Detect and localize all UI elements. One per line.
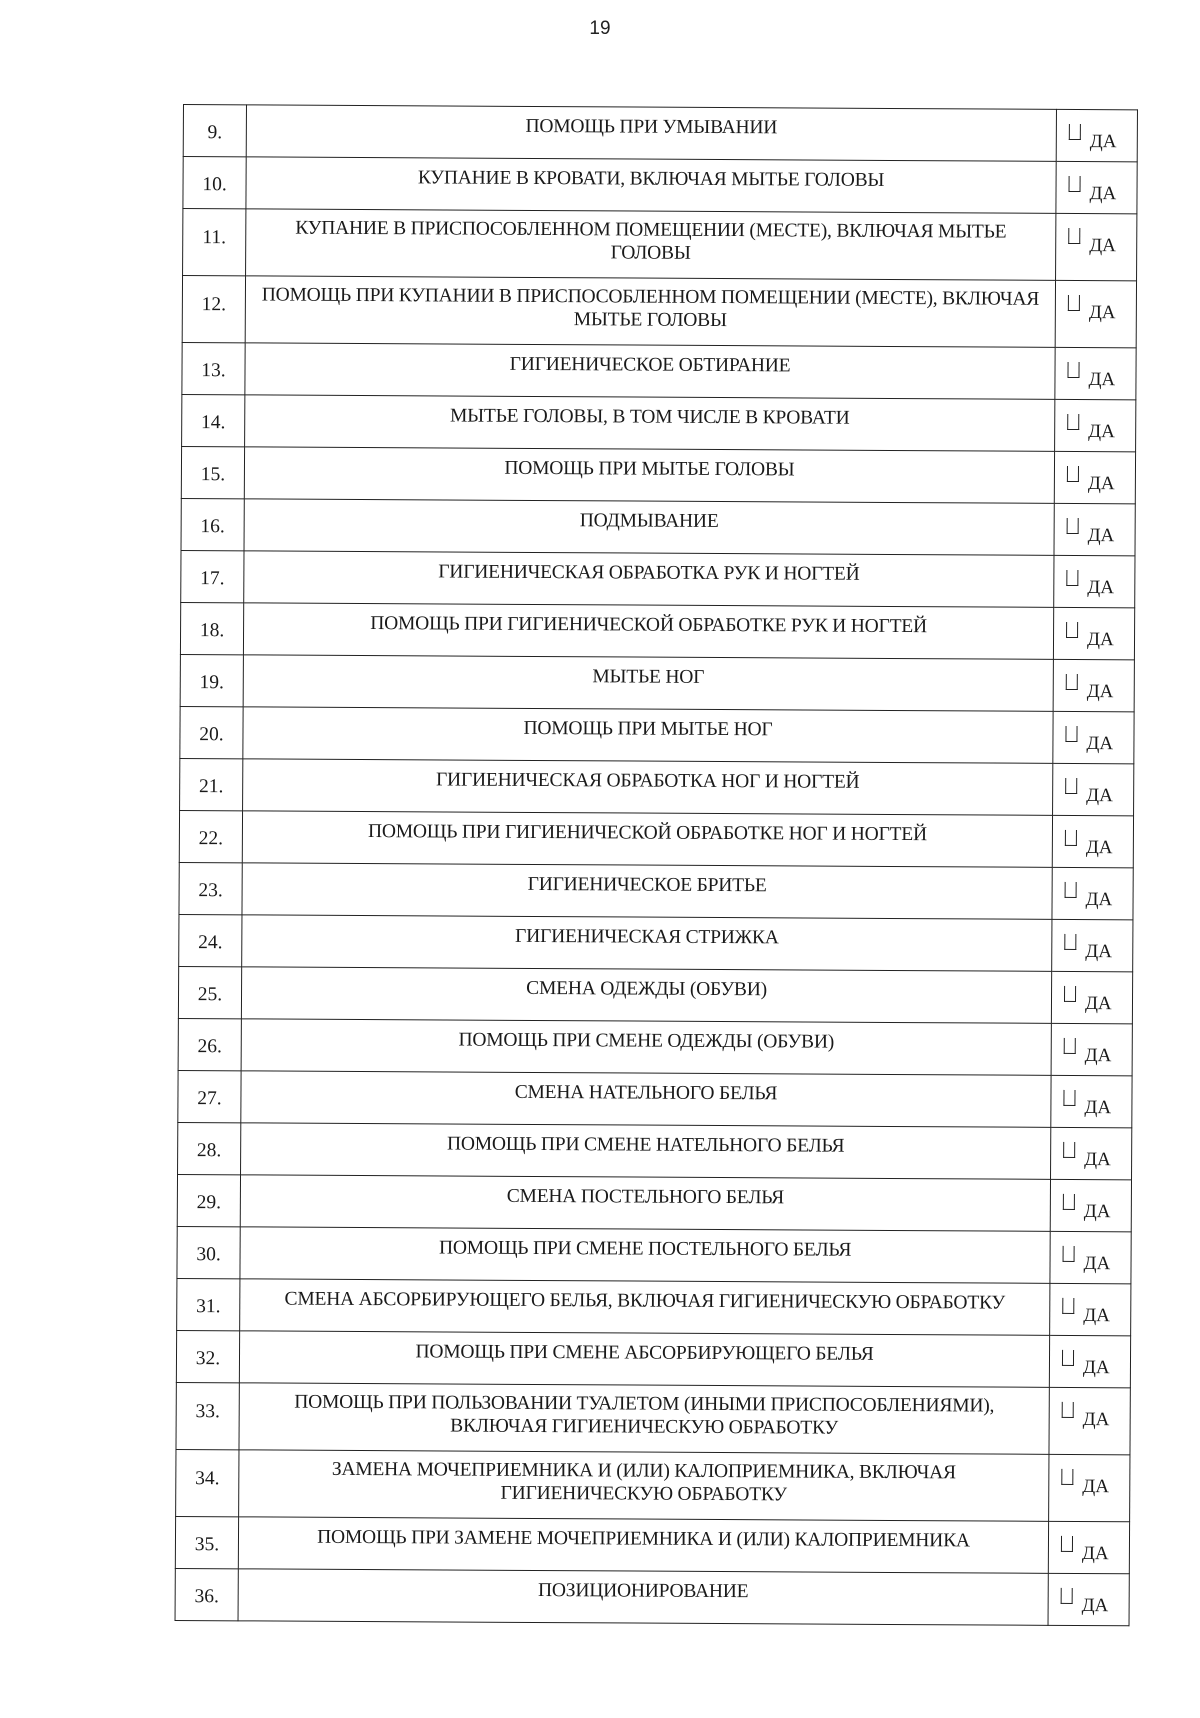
yes-checkbox-cell[interactable]: [1051, 1127, 1132, 1179]
service-name: ПОМОЩЬ ПРИ СМЕНЕ ПОСТЕЛЬНОГО БЕЛЬЯ: [240, 1227, 1050, 1284]
yes-label: ДА: [1088, 421, 1115, 443]
yes-checkbox-cell[interactable]: [1053, 607, 1134, 659]
row-number: 9.: [183, 105, 246, 157]
table-row: [183, 209, 1137, 281]
table-row: [180, 758, 1134, 815]
page-number: 19: [589, 18, 611, 39]
service-name: ПОМОЩЬ ПРИ УМЫВАНИИ: [246, 105, 1056, 162]
table-row: [177, 1174, 1131, 1231]
yes-label: ДА: [1087, 473, 1115, 495]
row-number: 12.: [182, 276, 245, 343]
yes-checkbox-cell[interactable]: [1056, 213, 1137, 280]
yes-label: ДА: [1085, 941, 1113, 963]
yes-checkbox-cell[interactable]: [1048, 1521, 1129, 1573]
row-number: 19.: [180, 654, 243, 706]
yes-checkbox-cell[interactable]: [1054, 555, 1135, 607]
checkbox-icon[interactable]: [1067, 466, 1079, 482]
table-row: [176, 1382, 1130, 1454]
row-number: 33.: [176, 1382, 239, 1449]
yes-checkbox-cell[interactable]: [1055, 347, 1136, 399]
yes-checkbox-cell[interactable]: [1050, 1283, 1131, 1335]
row-number: 34.: [176, 1449, 239, 1516]
row-number: 22.: [179, 810, 242, 862]
yes-checkbox-cell[interactable]: [1051, 971, 1132, 1023]
table-row: [176, 1449, 1130, 1521]
table-row: [181, 498, 1135, 555]
yes-label: ДА: [1082, 1476, 1110, 1498]
care-services-table: [175, 104, 1138, 1626]
table-row: [183, 105, 1137, 162]
service-name: ПОМОЩЬ ПРИ СМЕНЕ ОДЕЖДЫ (ОБУВИ): [241, 1019, 1051, 1076]
yes-checkbox-cell[interactable]: [1051, 1023, 1132, 1075]
row-number: 10.: [183, 157, 246, 209]
service-name: ПОМОЩЬ ПРИ СМЕНЕ АБСОРБИРУЮЩЕГО БЕЛЬЯ: [239, 1331, 1049, 1388]
yes-checkbox-cell[interactable]: [1050, 1231, 1131, 1283]
table-row: [180, 654, 1134, 711]
yes-label: ДА: [1084, 993, 1112, 1015]
checkbox-icon[interactable]: [1064, 934, 1076, 950]
table-row: [182, 342, 1136, 399]
checkbox-icon[interactable]: [1061, 1469, 1073, 1485]
checkbox-icon[interactable]: [1062, 1402, 1074, 1418]
yes-label: ДА: [1088, 369, 1116, 391]
table-row: [183, 157, 1137, 214]
checkbox-icon[interactable]: [1065, 726, 1077, 742]
row-number: 35.: [175, 1516, 238, 1568]
yes-label: ДА: [1089, 131, 1117, 153]
service-name: ПОМОЩЬ ПРИ МЫТЬЕ ГОЛОВЫ: [244, 447, 1054, 504]
service-name: КУПАНИЕ В КРОВАТИ, ВКЛЮЧАЯ МЫТЬЕ ГОЛОВЫ: [246, 157, 1056, 214]
service-name: ГИГИЕНИЧЕСКОЕ ОБТИРАНИЕ: [245, 343, 1055, 400]
yes-label: ДА: [1083, 1201, 1111, 1223]
checkbox-icon[interactable]: [1067, 518, 1079, 534]
service-name: ПОДМЫВАНИЕ: [244, 499, 1054, 556]
yes-label: ДА: [1086, 629, 1114, 651]
table-row: [178, 1122, 1132, 1179]
service-name: СМЕНА НАТЕЛЬНОГО БЕЛЬЯ: [241, 1071, 1051, 1128]
service-name: ГИГИЕНИЧЕСКАЯ ОБРАБОТКА НОГ И НОГТЕЙ: [243, 759, 1053, 816]
service-name: ПОМОЩЬ ПРИ ГИГИЕНИЧЕСКОЙ ОБРАБОТКЕ РУК И НОГТЕЙ: [243, 603, 1053, 660]
checkbox-icon[interactable]: [1064, 1038, 1076, 1054]
checkbox-icon[interactable]: [1068, 295, 1080, 311]
yes-checkbox-cell[interactable]: [1055, 280, 1136, 347]
row-number: 20.: [180, 706, 243, 758]
checkbox-icon[interactable]: [1066, 674, 1078, 690]
table-row: [178, 1018, 1132, 1075]
yes-checkbox-cell[interactable]: [1054, 503, 1135, 555]
row-number: 15.: [181, 446, 244, 498]
yes-checkbox-cell[interactable]: [1048, 1573, 1129, 1625]
table-row: [179, 810, 1133, 867]
service-name: ГИГИЕНИЧЕСКАЯ ОБРАБОТКА РУК И НОГТЕЙ: [244, 551, 1054, 608]
yes-checkbox-cell[interactable]: [1054, 451, 1135, 503]
row-number: 30.: [177, 1226, 240, 1278]
checkbox-icon[interactable]: [1066, 570, 1078, 586]
checkbox-icon[interactable]: [1069, 176, 1081, 192]
row-number: 13.: [182, 342, 245, 394]
checkbox-icon[interactable]: [1069, 124, 1081, 140]
row-number: 18.: [180, 602, 243, 654]
checkbox-icon[interactable]: [1062, 1298, 1074, 1314]
service-name: ПОМОЩЬ ПРИ СМЕНЕ НАТЕЛЬНОГО БЕЛЬЯ: [241, 1123, 1051, 1180]
yes-checkbox-cell[interactable]: [1056, 109, 1137, 161]
yes-label: ДА: [1086, 681, 1114, 703]
yes-label: ДА: [1089, 235, 1116, 257]
yes-label: ДА: [1081, 1543, 1109, 1565]
yes-label: ДА: [1082, 1409, 1110, 1431]
yes-checkbox-cell[interactable]: [1052, 919, 1133, 971]
service-name: МЫТЬЕ ГОЛОВЫ, В ТОМ ЧИСЛЕ В КРОВАТИ: [245, 395, 1055, 452]
service-name: СМЕНА АБСОРБИРУЮЩЕГО БЕЛЬЯ, ВКЛЮЧАЯ ГИГИЕНИЧЕСКУЮ ОБРАБОТКУ: [240, 1279, 1050, 1336]
service-name: КУПАНИЕ В ПРИСПОСОБЛЕННОМ ПОМЕЩЕНИИ (МЕСТЕ), ВКЛЮЧАЯ МЫТЬЕ ГОЛОВЫ: [246, 209, 1056, 281]
checkbox-icon[interactable]: [1061, 1588, 1073, 1604]
table-row: [175, 1516, 1129, 1573]
yes-label: ДА: [1081, 1595, 1109, 1617]
service-name: ПОМОЩЬ ПРИ ЗАМЕНЕ МОЧЕПРИЕМНИКА И (ИЛИ) КАЛОПРИЕМНИКА: [238, 1517, 1048, 1574]
row-number: 28.: [178, 1122, 241, 1174]
checkbox-icon[interactable]: [1062, 1350, 1074, 1366]
row-number: 14.: [182, 394, 245, 446]
yes-checkbox-cell[interactable]: [1051, 1075, 1132, 1127]
row-number: 17.: [181, 550, 244, 602]
table-row: [182, 276, 1136, 348]
yes-checkbox-cell[interactable]: [1049, 1454, 1130, 1521]
row-number: 11.: [183, 209, 246, 276]
yes-checkbox-cell[interactable]: [1049, 1387, 1130, 1454]
service-name: ПОМОЩЬ ПРИ ГИГИЕНИЧЕСКОЙ ОБРАБОТКЕ НОГ И НОГТЕЙ: [242, 811, 1052, 868]
table-row: [180, 706, 1134, 763]
service-name: ГИГИЕНИЧЕСКОЕ БРИТЬЕ: [242, 863, 1052, 920]
yes-label: ДА: [1089, 183, 1117, 205]
service-name: ЗАМЕНА МОЧЕПРИЕМНИКА И (ИЛИ) КАЛОПРИЕМНИКА, ВКЛЮЧАЯ ГИГИЕНИЧЕСКУЮ ОБРАБОТКУ: [239, 1450, 1049, 1522]
checkbox-icon[interactable]: [1065, 778, 1077, 794]
yes-label: ДА: [1085, 837, 1113, 859]
table-row: [179, 862, 1133, 919]
service-name: СМЕНА ПОСТЕЛЬНОГО БЕЛЬЯ: [240, 1175, 1050, 1232]
checkbox-icon[interactable]: [1063, 1090, 1075, 1106]
service-name: МЫТЬЕ НОГ: [243, 655, 1053, 712]
yes-checkbox-cell[interactable]: [1056, 161, 1137, 213]
table-row: [181, 446, 1135, 503]
table-row: [177, 1226, 1131, 1283]
service-name: ПОМОЩЬ ПРИ МЫТЬЕ НОГ: [243, 707, 1053, 764]
yes-label: ДА: [1087, 577, 1115, 599]
row-number: 25.: [178, 966, 241, 1018]
yes-label: ДА: [1088, 302, 1116, 324]
table-row: [182, 394, 1136, 451]
table-row: [178, 1070, 1132, 1127]
table-row: [181, 550, 1135, 607]
row-number: 24.: [179, 914, 242, 966]
checkbox-icon[interactable]: [1064, 986, 1076, 1002]
yes-label: ДА: [1084, 1149, 1111, 1171]
yes-checkbox-cell[interactable]: [1050, 1179, 1131, 1231]
yes-label: ДА: [1086, 785, 1113, 807]
yes-label: ДА: [1082, 1357, 1110, 1379]
row-number: 21.: [180, 758, 243, 810]
yes-label: ДА: [1087, 525, 1115, 547]
yes-checkbox-cell[interactable]: [1053, 763, 1134, 815]
row-number: 32.: [176, 1330, 239, 1382]
yes-label: ДА: [1085, 889, 1113, 911]
row-number: 16.: [181, 498, 244, 550]
table-row: [179, 914, 1133, 971]
table-row: [180, 602, 1134, 659]
row-number: 23.: [179, 862, 242, 914]
table-row: [176, 1330, 1130, 1387]
checkbox-icon[interactable]: [1063, 1142, 1075, 1158]
service-name: СМЕНА ОДЕЖДЫ (ОБУВИ): [241, 967, 1051, 1024]
row-number: 26.: [178, 1018, 241, 1070]
table-row: [175, 1568, 1129, 1625]
yes-checkbox-cell[interactable]: [1055, 399, 1136, 451]
table-row: [177, 1278, 1131, 1335]
checkbox-icon[interactable]: [1065, 830, 1077, 846]
yes-checkbox-cell[interactable]: [1052, 867, 1133, 919]
yes-label: ДА: [1083, 1305, 1110, 1327]
checkbox-icon[interactable]: [1066, 622, 1078, 638]
yes-label: ДА: [1084, 1045, 1112, 1067]
checkbox-icon[interactable]: [1063, 1246, 1075, 1262]
yes-checkbox-cell[interactable]: [1049, 1335, 1130, 1387]
care-services-table-wrapper: [175, 104, 1137, 1626]
service-name: ГИГИЕНИЧЕСКАЯ СТРИЖКА: [242, 915, 1052, 972]
yes-label: ДА: [1086, 733, 1114, 755]
yes-label: ДА: [1083, 1253, 1111, 1275]
service-name: ПОЗИЦИОНИРОВАНИЕ: [238, 1569, 1048, 1626]
row-number: 31.: [177, 1278, 240, 1330]
checkbox-icon[interactable]: [1061, 1536, 1073, 1552]
service-name: ПОМОЩЬ ПРИ КУПАНИИ В ПРИСПОСОБЛЕННОМ ПОМЕЩЕНИИ (МЕСТЕ), ВКЛЮЧАЯ МЫТЬЕ ГОЛОВЫ: [245, 276, 1055, 348]
checkbox-icon[interactable]: [1067, 362, 1079, 378]
checkbox-icon[interactable]: [1065, 882, 1077, 898]
checkbox-icon[interactable]: [1067, 414, 1079, 430]
checkbox-icon[interactable]: [1068, 228, 1080, 244]
row-number: 36.: [175, 1568, 238, 1620]
table-row: [178, 966, 1132, 1023]
row-number: 27.: [178, 1070, 241, 1122]
yes-checkbox-cell[interactable]: [1053, 711, 1134, 763]
service-name: ПОМОЩЬ ПРИ ПОЛЬЗОВАНИИ ТУАЛЕТОМ (ИНЫМИ ПРИСПОСОБЛЕНИЯМИ), ВКЛЮЧАЯ ГИГИЕНИЧЕСКУЮ ОБРАБОТКУ: [239, 1383, 1049, 1455]
checkbox-icon[interactable]: [1063, 1194, 1075, 1210]
yes-checkbox-cell[interactable]: [1053, 659, 1134, 711]
yes-label: ДА: [1084, 1097, 1112, 1119]
yes-checkbox-cell[interactable]: [1052, 815, 1133, 867]
row-number: 29.: [177, 1174, 240, 1226]
